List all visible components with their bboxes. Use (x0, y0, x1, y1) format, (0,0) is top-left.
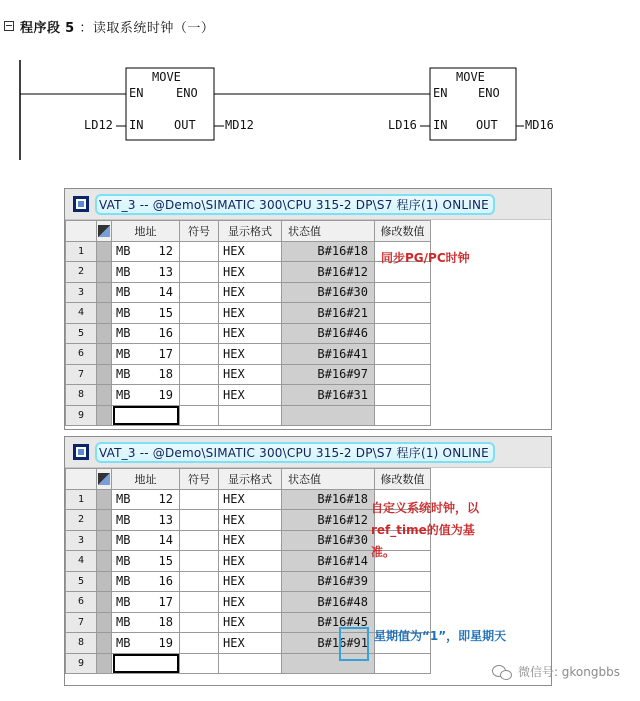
format-value: HEX (223, 512, 245, 527)
row-marker (97, 303, 112, 324)
address-type: MB (116, 492, 131, 507)
format-cell[interactable] (219, 612, 282, 633)
format-value: HEX (223, 367, 245, 382)
vat-row[interactable] (66, 364, 431, 385)
address-cell[interactable] (112, 262, 180, 283)
move-block-1-in: IN (129, 118, 144, 132)
status-value-cell: B#16#41 (282, 344, 375, 365)
status-value-cell: B#16#48 (282, 592, 375, 613)
address-number: 17 (158, 346, 173, 361)
address-cell[interactable] (112, 405, 180, 426)
move-block-2-name[interactable]: MOVE (456, 70, 485, 84)
format-cell[interactable] (219, 571, 282, 592)
move-block-2-in: IN (433, 118, 448, 132)
format-cell[interactable] (219, 344, 282, 365)
modify-value-cell[interactable] (375, 405, 431, 426)
format-value: HEX (223, 244, 245, 259)
address-cell[interactable] (112, 633, 180, 654)
address-type: MB (116, 533, 131, 548)
symbol-cell[interactable] (180, 653, 219, 674)
address-number: 16 (158, 574, 173, 589)
vat-row[interactable] (66, 262, 431, 283)
vat-row[interactable] (66, 385, 431, 406)
row-number[interactable]: 4 (66, 303, 97, 324)
vat-window-2[interactable] (64, 436, 552, 686)
format-cell[interactable] (219, 241, 282, 262)
format-cell[interactable] (219, 262, 282, 283)
symbol-cell[interactable] (180, 364, 219, 385)
vat-row[interactable] (66, 323, 431, 344)
symbol-cell[interactable] (180, 592, 219, 613)
move-block-1-out-operand[interactable]: MD12 (225, 118, 254, 132)
row-number[interactable]: 3 (66, 530, 97, 551)
row-marker (97, 489, 112, 510)
ladder-lines (0, 50, 640, 170)
address-number: 12 (158, 244, 173, 259)
format-cell[interactable] (219, 405, 282, 426)
row-number[interactable]: 2 (66, 510, 97, 531)
status-value-cell: B#16#46 (282, 323, 375, 344)
vat-window-2-titlebar[interactable] (65, 437, 551, 468)
move-block-2-out: OUT (476, 118, 498, 132)
vat-row[interactable] (66, 303, 431, 324)
row-marker (97, 364, 112, 385)
symbol-cell[interactable] (180, 551, 219, 572)
status-value-cell: B#16#30 (282, 282, 375, 303)
status-value-cell: B#16#39 (282, 571, 375, 592)
symbol-cell[interactable] (180, 489, 219, 510)
move-block-1-in-operand[interactable]: LD12 (84, 118, 113, 132)
wechat-icon (492, 664, 512, 680)
segment-description: ：读取系统时钟（一） (79, 20, 215, 36)
status-value-cell: B#16#18 (282, 241, 375, 262)
status-value-cell: B#16#91 (282, 633, 375, 654)
row-number[interactable]: 1 (66, 489, 97, 510)
move-block-1-eno: ENO (176, 86, 198, 100)
row-number[interactable]: 8 (66, 385, 97, 406)
address-number: 19 (158, 635, 173, 650)
format-cell[interactable] (219, 323, 282, 344)
address-number: 17 (158, 594, 173, 609)
vat-row[interactable] (66, 344, 431, 365)
modify-value-cell[interactable] (375, 282, 431, 303)
symbol-cell[interactable] (180, 323, 219, 344)
address-type: MB (116, 285, 131, 300)
row-marker (97, 385, 112, 406)
symbol-cell[interactable] (180, 633, 219, 654)
format-value: HEX (223, 594, 245, 609)
status-value-cell: B#16#31 (282, 385, 375, 406)
row-marker (97, 530, 112, 551)
modify-value-cell[interactable] (375, 592, 431, 613)
address-cell[interactable] (112, 551, 180, 572)
modify-value-cell[interactable] (375, 385, 431, 406)
move-block-2-in-operand[interactable]: LD16 (388, 118, 417, 132)
address-number: 15 (158, 305, 173, 320)
format-cell[interactable] (219, 551, 282, 572)
address-type: MB (116, 264, 131, 279)
row-number[interactable]: 1 (66, 241, 97, 262)
symbol-cell[interactable] (180, 612, 219, 633)
row-selector-icon (98, 473, 110, 485)
address-number: 13 (158, 512, 173, 527)
vat-row[interactable] (66, 282, 431, 303)
address-number: 14 (158, 533, 173, 548)
symbol-cell[interactable] (180, 571, 219, 592)
address-number: 18 (158, 367, 173, 382)
format-cell[interactable] (219, 633, 282, 654)
address-cell[interactable] (112, 303, 180, 324)
address-cell[interactable] (112, 282, 180, 303)
column-header-symbol[interactable]: 符号 (180, 221, 219, 242)
vat-2-annotation-line-1: 自定义系统时钟，以 (371, 501, 480, 515)
row-number[interactable]: 6 (66, 592, 97, 613)
address-type: MB (116, 305, 131, 320)
format-cell[interactable] (219, 364, 282, 385)
format-value: HEX (223, 305, 245, 320)
row-marker (97, 612, 112, 633)
row-marker (97, 510, 112, 531)
vat-window-1-title: VAT_3 -- @Demo\SIMATIC 300\CPU 315-2 DP\S7 程序(1) ONLINE (95, 194, 495, 215)
column-header-status-value[interactable]: 状态值 (282, 469, 375, 490)
vat-row[interactable] (66, 571, 431, 592)
address-cell[interactable] (112, 653, 180, 674)
vat-row[interactable] (66, 241, 431, 262)
row-number[interactable]: 9 (66, 405, 97, 426)
vat-row[interactable] (66, 405, 431, 426)
address-number: 19 (158, 387, 173, 402)
column-header-format[interactable]: 显示格式 (219, 469, 282, 490)
column-header-modify-value[interactable]: 修改数值 (375, 221, 431, 242)
status-value-cell: B#16#12 (282, 262, 375, 283)
row-number-header[interactable] (66, 469, 97, 490)
format-value: HEX (223, 615, 245, 630)
status-value-cell: B#16#18 (282, 489, 375, 510)
row-number[interactable]: 7 (66, 364, 97, 385)
row-number[interactable]: 5 (66, 571, 97, 592)
symbol-cell[interactable] (180, 262, 219, 283)
weekday-note: 星期值为“1”，即星期天 (374, 629, 507, 643)
address-number: 16 (158, 326, 173, 341)
weekday-highlight-box (339, 627, 369, 661)
vat-window-2-title: VAT_3 -- @Demo\SIMATIC 300\CPU 315-2 DP\S7 程序(1) ONLINE (95, 442, 495, 463)
address-type: MB (116, 244, 131, 259)
row-number[interactable]: 6 (66, 344, 97, 365)
status-value-cell: B#16#45 (282, 612, 375, 633)
address-number: 18 (158, 615, 173, 630)
modify-value-cell[interactable] (375, 303, 431, 324)
address-cell[interactable] (112, 592, 180, 613)
vat-row[interactable] (66, 592, 431, 613)
segment-label: 程序段 (20, 20, 61, 36)
format-cell[interactable] (219, 385, 282, 406)
segment-header[interactable] (4, 14, 214, 38)
symbol-cell[interactable] (180, 241, 219, 262)
address-cell[interactable] (112, 344, 180, 365)
address-cell[interactable] (112, 510, 180, 531)
segment-number: 5 (65, 20, 75, 36)
format-value: HEX (223, 635, 245, 650)
format-cell[interactable] (219, 489, 282, 510)
row-marker (97, 571, 112, 592)
row-marker (97, 653, 112, 674)
address-number: 12 (158, 492, 173, 507)
row-marker (97, 344, 112, 365)
vat-2-annotation-line-2: ref_time的值为基 (371, 523, 475, 537)
status-value-cell: B#16#97 (282, 364, 375, 385)
status-value-cell (282, 405, 375, 426)
address-number: 15 (158, 553, 173, 568)
move-block-2-out-operand[interactable]: MD16 (525, 118, 554, 132)
address-type: MB (116, 553, 131, 568)
address-cell[interactable] (112, 571, 180, 592)
row-number[interactable]: 9 (66, 653, 97, 674)
symbol-cell[interactable] (180, 344, 219, 365)
vat-table-1 (65, 220, 431, 426)
address-number: 14 (158, 285, 173, 300)
column-header-modify-value[interactable]: 修改数值 (375, 469, 431, 490)
format-cell[interactable] (219, 510, 282, 531)
wechat-watermark (492, 663, 620, 680)
format-value: HEX (223, 346, 245, 361)
symbol-cell[interactable] (180, 510, 219, 531)
column-header-address[interactable]: 地址 (112, 221, 180, 242)
move-block-1-out: OUT (174, 118, 196, 132)
row-marker (97, 262, 112, 283)
address-cell[interactable] (112, 530, 180, 551)
address-type: MB (116, 615, 131, 630)
address-type: MB (116, 367, 131, 382)
symbol-cell[interactable] (180, 405, 219, 426)
vat-row[interactable] (66, 653, 431, 674)
header-corner (97, 469, 112, 490)
address-cell[interactable] (112, 323, 180, 344)
row-marker (97, 241, 112, 262)
format-value: HEX (223, 264, 245, 279)
row-marker (97, 633, 112, 654)
address-cell[interactable] (112, 489, 180, 510)
address-type: MB (116, 326, 131, 341)
status-value-cell: B#16#12 (282, 510, 375, 531)
move-block-1-en: EN (129, 86, 144, 100)
row-number[interactable]: 2 (66, 262, 97, 283)
format-value: HEX (223, 387, 245, 402)
address-cell[interactable] (112, 612, 180, 633)
move-block-2-en: EN (433, 86, 448, 100)
column-header-format[interactable]: 显示格式 (219, 221, 282, 242)
ladder-network (0, 50, 640, 170)
row-marker (97, 551, 112, 572)
address-cell[interactable] (112, 241, 180, 262)
vat-table-icon (73, 196, 89, 212)
vat-table-1-header (66, 221, 431, 242)
column-header-address[interactable]: 地址 (112, 469, 180, 490)
wechat-id: 微信号: gkongbbs (517, 665, 620, 679)
address-type: MB (116, 346, 131, 361)
address-type: MB (116, 512, 131, 527)
row-selector-icon (98, 225, 110, 237)
move-block-2-eno: ENO (478, 86, 500, 100)
vat-2-annotation-line-3: 准。 (371, 545, 396, 559)
row-number-header[interactable] (66, 221, 97, 242)
symbol-cell[interactable] (180, 282, 219, 303)
status-value-cell: B#16#14 (282, 551, 375, 572)
address-type: MB (116, 387, 131, 402)
row-marker (97, 592, 112, 613)
address-cell[interactable] (112, 385, 180, 406)
segment-title (20, 17, 214, 36)
symbol-cell[interactable] (180, 530, 219, 551)
format-cell[interactable] (219, 592, 282, 613)
vat-window-1-titlebar[interactable] (65, 189, 551, 220)
modify-value-cell[interactable] (375, 571, 431, 592)
vat-window-1[interactable] (64, 188, 552, 430)
symbol-cell[interactable] (180, 385, 219, 406)
format-value: HEX (223, 533, 245, 548)
row-marker (97, 282, 112, 303)
address-type: MB (116, 574, 131, 589)
vat-table-icon (73, 444, 89, 460)
modify-value-cell[interactable] (375, 323, 431, 344)
format-value: HEX (223, 492, 245, 507)
vat-table-2-header (66, 469, 431, 490)
format-cell[interactable] (219, 530, 282, 551)
header-corner (97, 221, 112, 242)
row-number[interactable]: 3 (66, 282, 97, 303)
modify-value-cell[interactable] (375, 653, 431, 674)
symbol-cell[interactable] (180, 303, 219, 324)
row-marker (97, 323, 112, 344)
status-value-cell: B#16#30 (282, 530, 375, 551)
address-type: MB (116, 594, 131, 609)
modify-value-cell[interactable] (375, 344, 431, 365)
vat-1-annotation: 同步PG/PC时钟 (381, 251, 470, 265)
format-cell[interactable] (219, 282, 282, 303)
address-type: MB (116, 635, 131, 650)
column-header-symbol[interactable]: 符号 (180, 469, 219, 490)
address-number: 13 (158, 264, 173, 279)
format-value: HEX (223, 326, 245, 341)
format-value: HEX (223, 285, 245, 300)
format-value: HEX (223, 553, 245, 568)
address-cell[interactable] (112, 364, 180, 385)
status-value-cell: B#16#21 (282, 303, 375, 324)
vat-2-annotation (371, 497, 479, 563)
row-number[interactable]: 4 (66, 551, 97, 572)
modify-value-cell[interactable] (375, 364, 431, 385)
row-number[interactable]: 5 (66, 323, 97, 344)
row-number[interactable]: 7 (66, 612, 97, 633)
format-cell[interactable] (219, 653, 282, 674)
format-value: HEX (223, 574, 245, 589)
row-number[interactable]: 8 (66, 633, 97, 654)
move-block-1-name[interactable]: MOVE (152, 70, 181, 84)
collapse-icon[interactable] (4, 21, 14, 31)
column-header-status-value[interactable]: 状态值 (282, 221, 375, 242)
format-cell[interactable] (219, 303, 282, 324)
row-marker (97, 405, 112, 426)
